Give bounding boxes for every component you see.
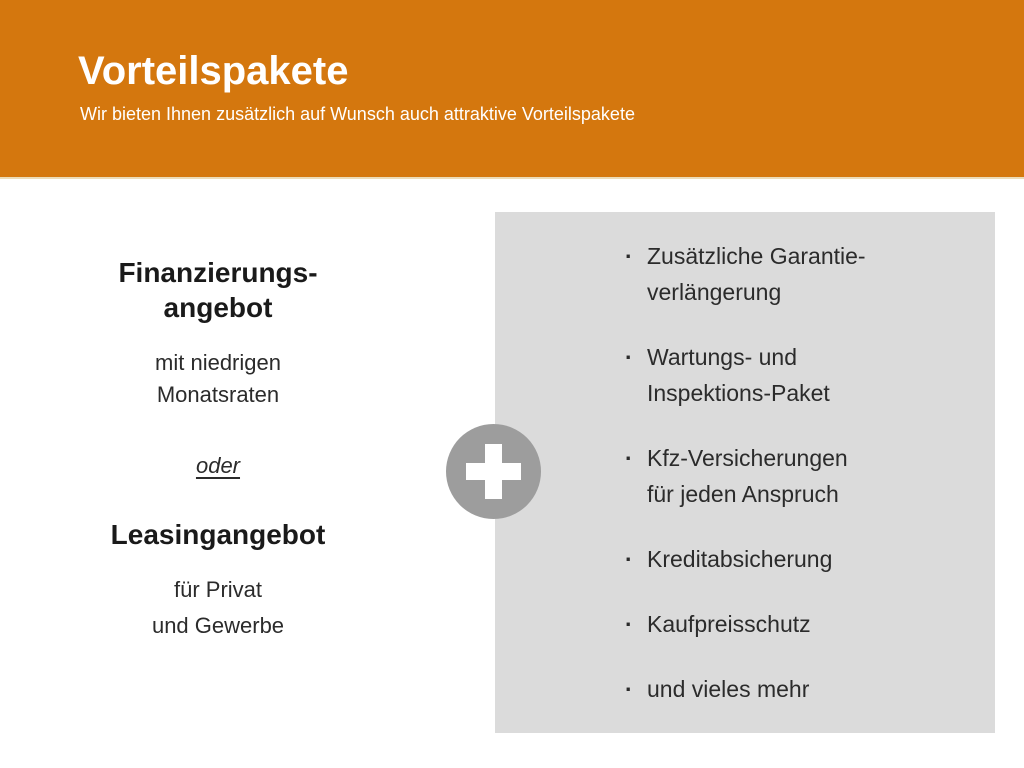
- list-item: [625, 440, 975, 512]
- benefit-text: Wartungs- und Inspektions-Paket: [647, 344, 830, 406]
- bullet-dot: ·: [625, 676, 633, 702]
- plus-icon-vertical-bar: [485, 444, 502, 499]
- plus-icon: [446, 424, 541, 519]
- leasing-offer-subtitle: [38, 572, 398, 644]
- benefit-text: Zusätzliche Garantie- verlängerung: [647, 243, 866, 305]
- benefits-list: [495, 212, 995, 707]
- finance-offer-title: [38, 255, 398, 325]
- list-item: [625, 238, 975, 310]
- leasing-offer-title: Leasingangebot: [110, 519, 326, 550]
- benefit-text: Kreditabsicherung: [647, 546, 833, 572]
- leasing-offer-subtitle-line: für Privat: [173, 577, 263, 602]
- list-item: [625, 541, 975, 577]
- list-item: [625, 339, 975, 411]
- benefit-text: Kaufpreisschutz: [647, 611, 811, 637]
- bullet-dot: ·: [625, 546, 633, 572]
- bullet-dot: ·: [625, 445, 633, 471]
- leasing-offer-subtitle-line: und Gewerbe: [151, 613, 285, 638]
- connector-text: oder: [195, 453, 241, 478]
- page-subtitle: Wir bieten Ihnen zusätzlich auf Wunsch auch attraktive Vorteilspakete: [80, 104, 635, 124]
- finance-offer-subtitle-line: mit niedrigen: [155, 350, 281, 375]
- list-item: [625, 606, 975, 642]
- list-item: [625, 671, 975, 707]
- offers-column: [38, 179, 398, 644]
- page-title: Vorteilspakete: [78, 49, 349, 93]
- finance-offer-title-line: angebot: [163, 292, 273, 323]
- bullet-dot: ·: [625, 344, 633, 370]
- header-banner: [0, 0, 1024, 179]
- benefits-panel: [495, 212, 995, 733]
- finance-offer-subtitle-line: Monatsraten: [156, 382, 280, 407]
- bullet-dot: ·: [625, 611, 633, 637]
- benefit-text: Kfz-Versicherungen für jeden Anspruch: [647, 445, 848, 507]
- bullet-dot: ·: [625, 243, 633, 269]
- benefit-text: und vieles mehr: [647, 676, 810, 702]
- finance-offer-title-line: Finanzierungs-: [118, 257, 318, 288]
- finance-offer-subtitle: [38, 347, 398, 411]
